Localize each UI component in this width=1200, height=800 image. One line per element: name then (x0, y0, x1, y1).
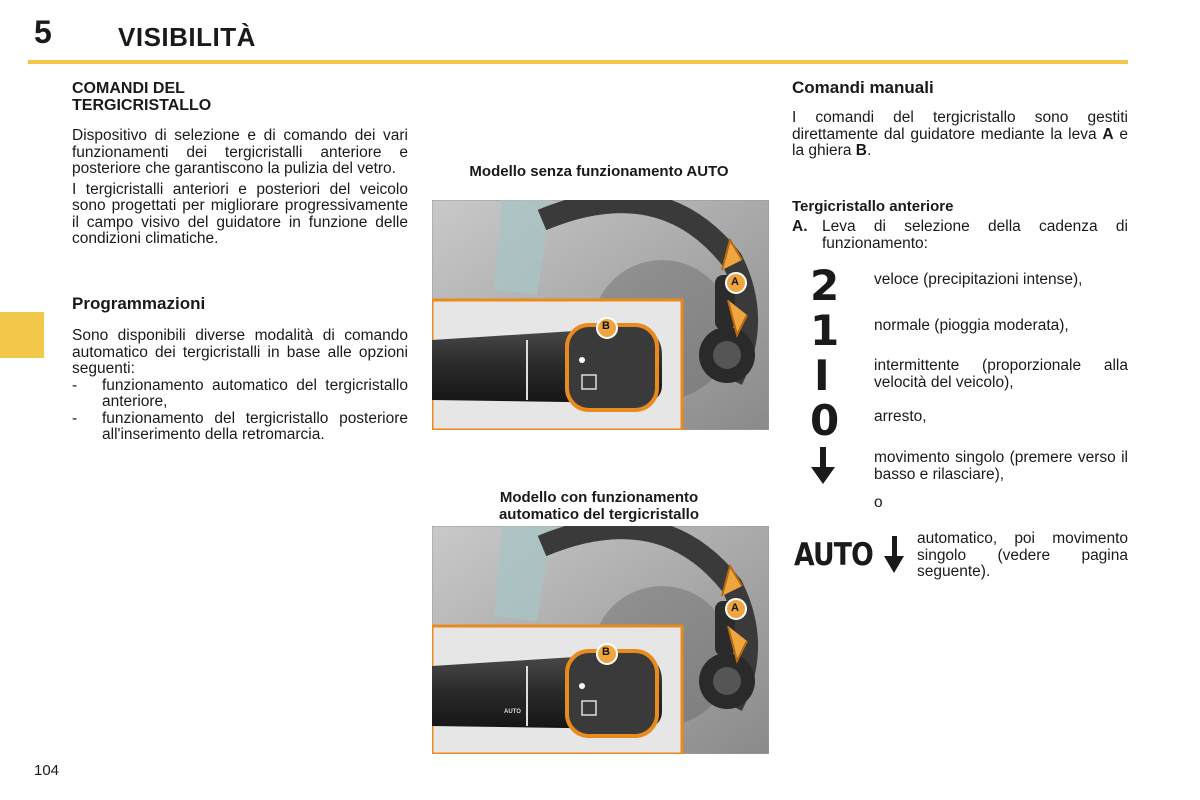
front-wiper-title: Tergicristallo anteriore (792, 198, 954, 215)
item-a-label: A. (792, 218, 808, 235)
list-dash: - (72, 376, 78, 394)
wiper-stalk-illustration-2 (432, 526, 769, 754)
wiper-stalk-illustration-1 (432, 200, 769, 430)
manual-text-part: . (866, 142, 872, 159)
programmazioni-text: Sono disponibili diverse modalità di comando automatico dei tergicristalli in base alle opzioni seguenti: (72, 327, 408, 377)
intro-text (72, 128, 408, 252)
figure-caption-2-line-2: automatico del tergicristallo (498, 506, 700, 523)
list-item (72, 378, 408, 411)
auto-down-arrow-icon (884, 536, 904, 574)
intermittent-symbol: I (814, 351, 830, 400)
wiper-stalk-drawing (432, 200, 769, 430)
auto-symbol-text: AUTO (794, 537, 873, 573)
figure-caption-2 (428, 489, 770, 523)
wiper-stalk-auto-drawing (432, 526, 769, 754)
item-a-text: Leva di selezione della cadenza di funzionamento: (822, 218, 1128, 252)
manual-bold-a: A (1102, 125, 1114, 143)
list-dash: - (72, 409, 78, 427)
list-item-text: funzionamento automatico del tergicristallo anteriore, (102, 376, 408, 410)
manual-controls-title: Comandi manuali (792, 78, 934, 97)
figure-caption-1: Modello senza funzionamento AUTO (469, 163, 729, 180)
legend-text-2: veloce (precipitazioni intense), (874, 271, 1083, 288)
list-item-text: funzionamento del tergicristallo posteriore all'inserimento della retromarcia. (102, 409, 408, 443)
programmazioni-title: Programmazioni (72, 294, 206, 313)
list-item (72, 411, 408, 444)
legend-text-off: arresto, (874, 408, 927, 425)
item-a (792, 219, 1128, 252)
manual-bold-b: B (855, 142, 867, 159)
page-number: 104 (34, 762, 60, 779)
callout-a-label: A (731, 276, 739, 288)
speed-2-symbol: 2 (810, 261, 840, 310)
intro-paragraph-1: Dispositivo di selezione e di comando dei vari funzionamenti dei tergicristalli anteriore e posteriore che garantiscono la pulizia del vetro. (72, 127, 408, 177)
legend-text-single: movimento singolo (premere verso il basso e rilasciare), (874, 449, 1128, 483)
legend-text-intermittent: intermittente (proporzionale alla velocità del veicolo), (874, 357, 1128, 391)
speed-1-symbol: 1 (810, 306, 840, 355)
legend-text-1: normale (pioggia moderata), (874, 317, 1069, 334)
header-rule (28, 60, 1128, 64)
callout-a-label: A (731, 602, 739, 614)
auto-text: automatico, poi movimento singolo (vedere pagina seguente). (917, 530, 1128, 580)
manual-text-part: I comandi del tergicristallo sono gestiti direttamente dal guidatore mediante la leva (792, 109, 1128, 143)
manual-text-part: e la ghiera (792, 125, 1128, 159)
legend-or: o (874, 494, 883, 511)
manual-controls-text (792, 110, 1128, 160)
chapter-side-tab (0, 312, 44, 358)
callout-b-label: B (602, 320, 610, 332)
stalk-auto-label: AUTO (504, 709, 521, 715)
chapter-number: 5 (34, 14, 52, 50)
section-title: COMANDI DEL TERGICRISTALLO (72, 80, 212, 114)
off-symbol: 0 (810, 396, 840, 445)
intro-paragraph-2: I tergicristalli anteriori e posteriori del veicolo sono progettati per migliorare progressivamente il campo visivo del guidatore in funzione delle condizioni climatiche. (72, 180, 408, 247)
programmazioni-block (72, 328, 408, 444)
auto-symbol (794, 536, 904, 574)
down-arrow-icon (810, 447, 836, 490)
figure-caption-2-line-1: Modello con funzionamento (499, 489, 699, 506)
callout-b-label: B (602, 646, 610, 658)
chapter-title: VISIBILITÀ (118, 22, 256, 52)
